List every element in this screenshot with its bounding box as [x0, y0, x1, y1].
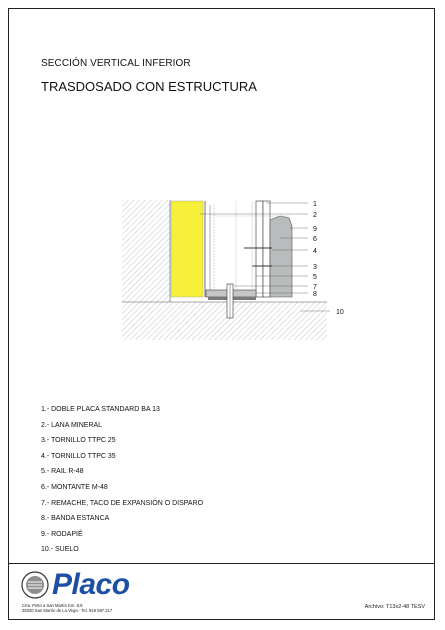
address-line-2: 28330 San Martín de La Vega · Tel. 918 087 217: [22, 608, 113, 613]
callout-4: 4: [313, 248, 317, 255]
existing-wall: [122, 200, 170, 302]
mineral-wool-insulation: [171, 201, 203, 297]
legend-item: 5.- RAIL R-48: [41, 468, 84, 476]
legend-item: 1.- DOBLE PLACA STANDARD BA 13: [41, 406, 160, 413]
legend-item: 4.- TORNILLO TTPC 35: [41, 452, 116, 460]
company-address: [22, 603, 112, 613]
footer-divider: [8, 563, 435, 564]
page-title: SECCIÓN VERTICAL INFERIOR: [41, 58, 191, 69]
callout-9: 9: [313, 226, 317, 233]
legend-item: 6.- MONTANTE M-48: [41, 483, 108, 491]
skirting-board: [270, 216, 292, 297]
callout-1: 1: [313, 201, 317, 208]
callout-7: 7: [313, 284, 317, 291]
legend-item: 10.- SUELO: [41, 546, 79, 554]
legend-item: 8.- BANDA ESTANCA: [41, 515, 110, 523]
callout-3: 3: [313, 264, 317, 271]
plasterboard-1: [256, 201, 263, 297]
legend-list: [41, 405, 203, 561]
legend-item: 7.- REMACHE, TACO DE EXPANSIÓN O DISPARO: [41, 499, 204, 507]
placo-wordmark: Placo: [52, 568, 130, 601]
file-reference: Archivo: T13x2-48 TESV: [364, 604, 425, 610]
floor-slab: [122, 302, 327, 340]
callout-6: 6: [313, 236, 317, 243]
callout-2: 2: [313, 212, 317, 219]
callout-5: 5: [313, 274, 317, 281]
page-subtitle: TRASDOSADO CON ESTRUCTURA: [41, 79, 257, 94]
legend-item: 2.- LANA MINERAL: [41, 421, 103, 429]
legend-item: 3.- TORNILLO TTPC 25: [41, 437, 116, 445]
callout-8: 8: [313, 291, 317, 298]
callout-10: 10: [336, 309, 344, 316]
callout-labels: [313, 201, 344, 316]
address-line-1: Crta. Pinto a San Martín Km. 8,9: [22, 603, 83, 608]
placo-emblem-icon: [20, 570, 50, 600]
legend-item: 9.- RODAPIÉ: [41, 530, 83, 538]
plasterboard-2: [263, 201, 270, 297]
